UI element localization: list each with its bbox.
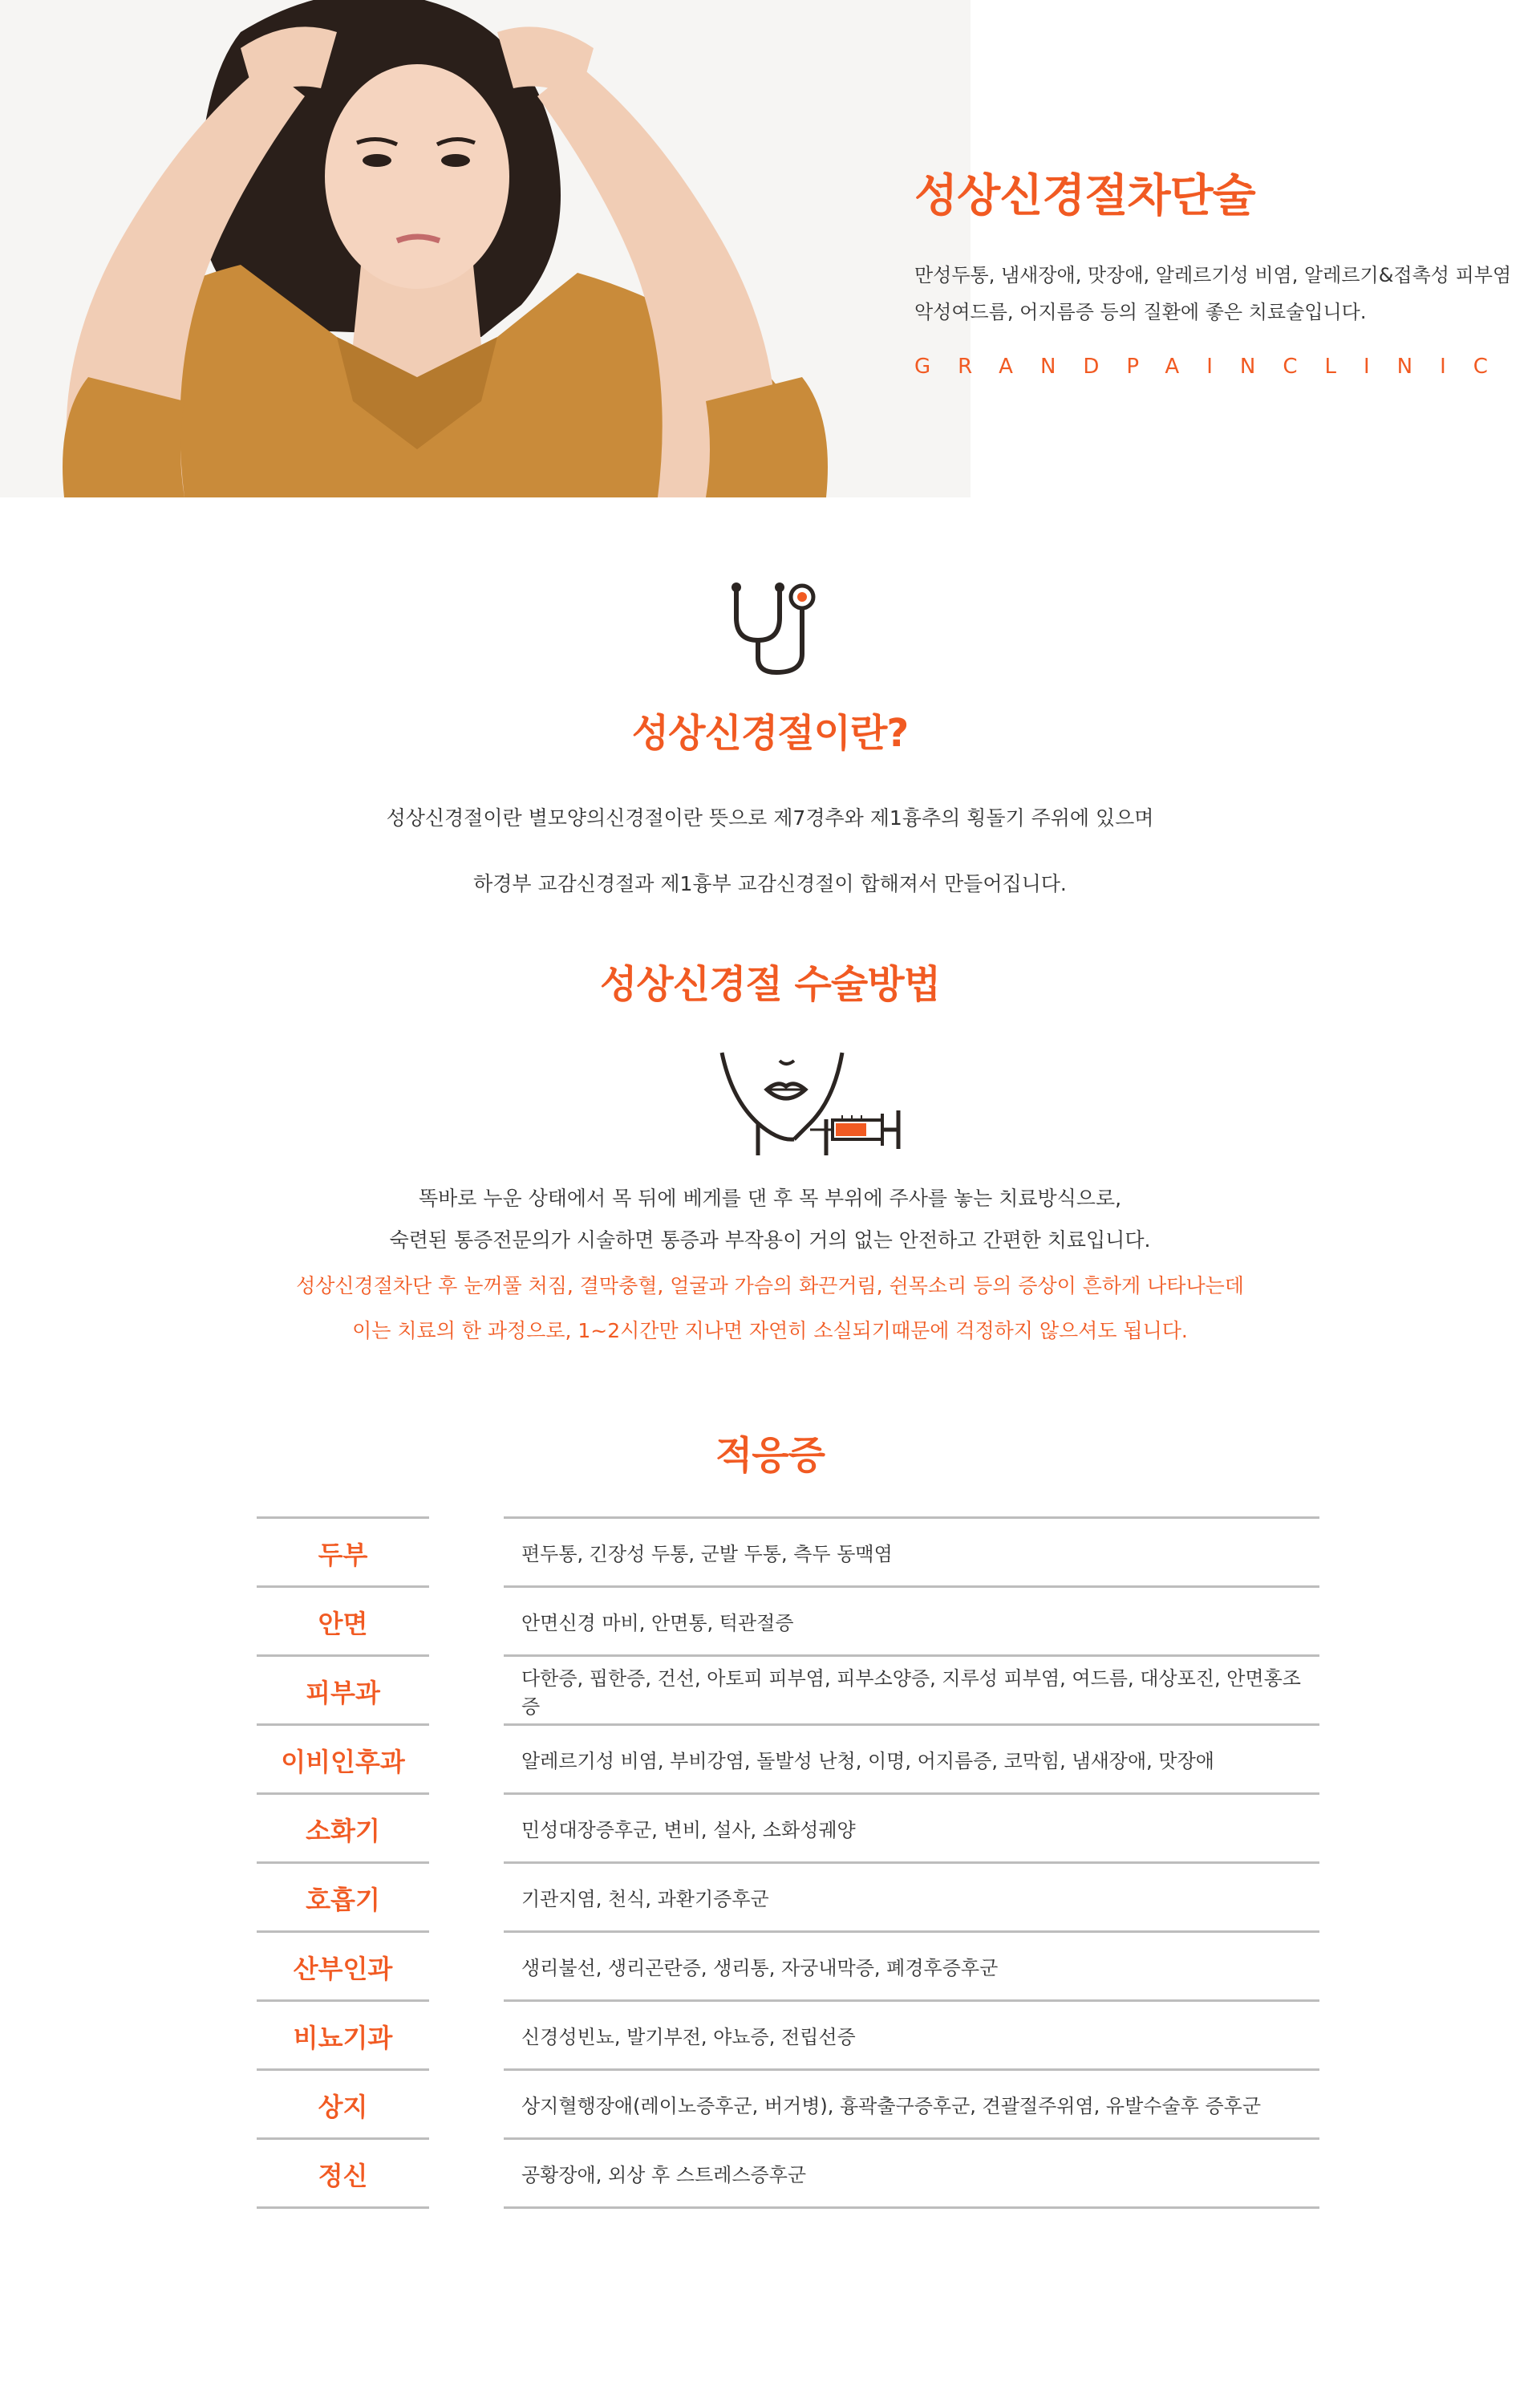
table-row bbox=[257, 1654, 1319, 1723]
table-bottom-rule bbox=[257, 2206, 429, 2209]
neck-injection-icon bbox=[714, 1043, 914, 1159]
about-text bbox=[0, 794, 1540, 908]
table-row bbox=[257, 2068, 1319, 2137]
about-line1: 성상신경절이란 별모양의신경절이란 뜻으로 제7경추와 제1흉추의 횡돌기 주위에 있으며 bbox=[386, 806, 1154, 830]
row-category: 피부과 bbox=[257, 1654, 429, 1726]
table-row bbox=[257, 1999, 1319, 2068]
table-row bbox=[257, 1516, 1319, 1585]
indications-title: 적응증 bbox=[715, 1433, 825, 1478]
syringe-icon bbox=[810, 1110, 898, 1149]
table-row bbox=[257, 1930, 1319, 1999]
row-category: 소화기 bbox=[257, 1792, 429, 1864]
method-text bbox=[0, 1178, 1540, 1261]
row-items: 신경성빈뇨, 발기부전, 야뇨증, 전립선증 bbox=[504, 1999, 1319, 2068]
row-category: 호흡기 bbox=[257, 1861, 429, 1933]
table-row bbox=[257, 1792, 1319, 1861]
indications-section bbox=[0, 1424, 1540, 1480]
row-category: 비뇨기과 bbox=[257, 1999, 429, 2071]
row-items: 안면신경 마비, 안면통, 턱관절증 bbox=[504, 1585, 1319, 1654]
table-row bbox=[257, 2137, 1319, 2206]
indications-table bbox=[257, 1516, 1319, 2206]
hero-desc-line1: 만성두통, 냄새장애, 맛장애, 알레르기성 비염, 알레르기&접촉성 피부염 bbox=[914, 264, 1512, 286]
method-line1: 똑바로 누운 상태에서 목 뒤에 베게를 댄 후 목 부위에 주사를 놓는 치료방식으로, bbox=[418, 1187, 1122, 1210]
row-items: 알레르기성 비염, 부비강염, 돌발성 난청, 이명, 어지름증, 코막힘, 냄새장애, 맛장애 bbox=[504, 1723, 1319, 1792]
method-section bbox=[0, 953, 1540, 1009]
row-items: 기관지염, 천식, 과환기증후군 bbox=[504, 1861, 1319, 1930]
row-items: 공황장애, 외상 후 스트레스증후군 bbox=[504, 2137, 1319, 2206]
about-title: 성상신경절이란? bbox=[631, 711, 909, 756]
hero-text bbox=[914, 160, 1524, 379]
row-category: 산부인과 bbox=[257, 1930, 429, 2002]
row-items: 다한증, 핍한증, 건선, 아토피 피부염, 피부소양증, 지루성 피부염, 여드름, 대상포진, 안면홍조증 bbox=[504, 1654, 1319, 1723]
method-note2: 이는 치료의 한 과정으로, 1~2시간만 지나면 자연히 소실되기때문에 걱정하지 않으셔도 됩니다. bbox=[352, 1319, 1188, 1342]
method-note1: 성상신경절차단 후 눈꺼풀 처짐, 결막충혈, 얼굴과 가슴의 화끈거림, 쉰목소리 등의 증상이 흔하게 나타나는데 bbox=[296, 1274, 1244, 1297]
row-items: 생리불선, 생리곤란증, 생리통, 자궁내막증, 폐경후증후군 bbox=[504, 1930, 1319, 1999]
row-items: 민성대장증후군, 변비, 설사, 소화성궤양 bbox=[504, 1792, 1319, 1861]
row-category: 상지 bbox=[257, 2068, 429, 2140]
method-line2: 숙련된 통증전문의가 시술하면 통증과 부작용이 거의 없는 안전하고 간편한 치료입니다. bbox=[389, 1228, 1151, 1252]
hero-brand: GRANDPAINCLINIC bbox=[914, 355, 1515, 379]
hero-banner bbox=[0, 0, 1540, 497]
hero-description bbox=[914, 257, 1524, 331]
hero-desc-line2: 악성여드름, 어지름증 등의 질환에 좋은 치료술입니다. bbox=[914, 301, 1367, 323]
stethoscope-icon bbox=[722, 578, 826, 685]
table-row bbox=[257, 1723, 1319, 1792]
about-section bbox=[0, 702, 1540, 757]
row-category: 두부 bbox=[257, 1516, 429, 1588]
row-category: 안면 bbox=[257, 1585, 429, 1657]
table-row bbox=[257, 1861, 1319, 1930]
method-title: 성상신경절 수술방법 bbox=[599, 962, 941, 1007]
about-line2: 하경부 교감신경절과 제1흉부 교감신경절이 합해져서 만들어집니다. bbox=[473, 872, 1067, 895]
hero-title: 성상신경절차단술 bbox=[914, 170, 1255, 222]
hero-photo-woman-headache bbox=[0, 0, 971, 497]
row-category: 정신 bbox=[257, 2137, 429, 2209]
row-category: 이비인후과 bbox=[257, 1723, 429, 1795]
table-bottom-rule bbox=[504, 2206, 1319, 2209]
method-note bbox=[0, 1264, 1540, 1354]
table-row bbox=[257, 1585, 1319, 1654]
row-items: 편두통, 긴장성 두통, 군발 두통, 측두 동맥염 bbox=[504, 1516, 1319, 1585]
row-items: 상지혈행장애(레이노증후군, 버거병), 흉곽출구증후군, 견괄절주위염, 유발수술후 증후군 bbox=[504, 2068, 1319, 2137]
